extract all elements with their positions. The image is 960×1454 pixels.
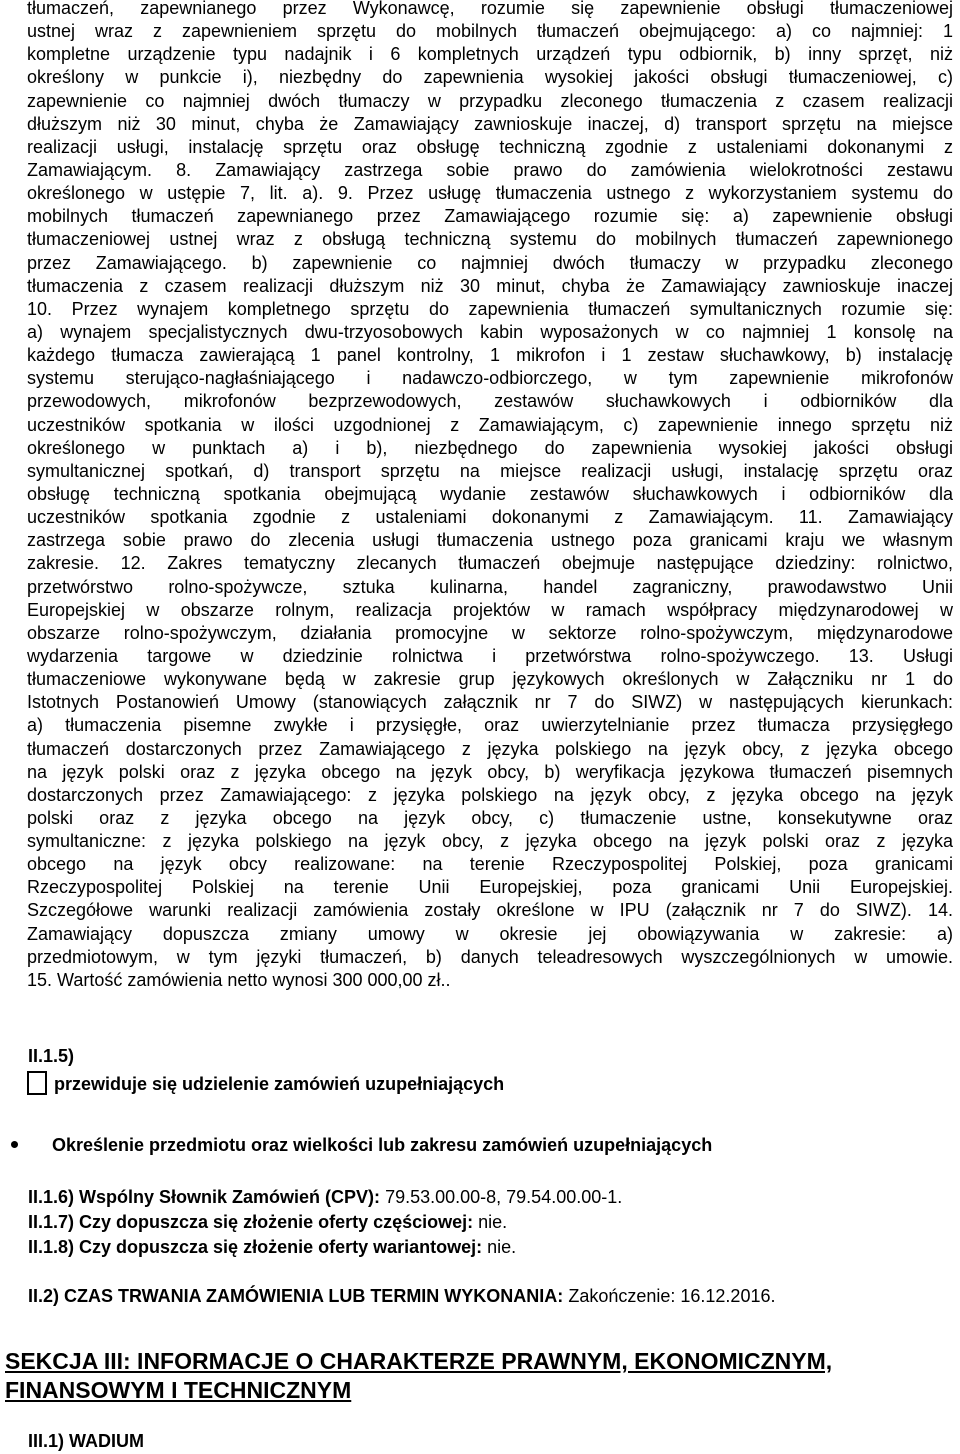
paragraph-line: zakresie. 12. Zakres tematyczny zlecanych tłumaczeń obejmuje następujące dziedziny: rolnictwo,: [27, 553, 953, 574]
paragraph-line: tłumaczeniowej ustnej wraz z obsługą techniczną systemu do mobilnych tłumaczeń zapewnionego: [27, 229, 953, 250]
ii-1-6-label: II.1.6) Wspólny Słownik Zamówień (CPV):: [28, 1187, 381, 1207]
checkbox-supplementary-orders[interactable]: [27, 1071, 47, 1095]
ii-2-label: II.2) CZAS TRWANIA ZAMÓWIENIA LUB TERMIN WYKONANIA:: [28, 1286, 564, 1306]
paragraph-line: określonego w ustępie 7, lit. a). 9. Przez usługę tłumaczenia ustnego z wykorzystaniem systemu do: [27, 183, 953, 204]
paragraph-line: obsługę techniczną spotkania obejmującą wydanie zestawów słuchawkowych i odbiorników dla: [27, 483, 953, 504]
section-3-heading-line-2: FINANSOWYM I TECHNICZNYM: [5, 1377, 352, 1403]
ii-1-7-line: [28, 1211, 507, 1233]
ii-1-8-line: [28, 1236, 516, 1258]
section-3-heading-line-1: SEKCJA III: INFORMACJE O CHARAKTERZE PRAWNYM, EKONOMICZNYM,: [5, 1348, 833, 1374]
heading-ii-1-5: II.1.5): [28, 1046, 75, 1066]
paragraph-line: określony w punkcie i), niezbędny do zapewnienia wysokiej jakości obsługi tłumaczeniowej, c): [27, 67, 953, 88]
checkbox-label: przewiduje się udzielenie zamówień uzupełniających: [54, 1074, 505, 1094]
ii-1-7-label: II.1.7) Czy dopuszcza się złożenie oferty częściowej:: [28, 1212, 474, 1232]
paragraph-line: Europejskiej w obszarze rolnym, realizacja projektów w ramach współpracy międzynarodowej w: [27, 599, 953, 620]
paragraph-line: uczestników spotkania zgodnie z ustaleniami dokonanymi z Zamawiającym. 11. Zamawiający: [27, 507, 953, 528]
paragraph-line: 15. Wartość zamówienia netto wynosi 300 000,00 zł..: [27, 969, 451, 990]
ii-2-value: Zakończenie: 16.12.2016.: [568, 1286, 776, 1306]
paragraph-line: dostarczonych przez Zamawiającego: z języka polskiego na język obcy, z języka obcego na język: [27, 784, 953, 805]
paragraph-line: określonego w punktach a) i b), niezbędnego do zapewnienia wysokiej jakości obsługi: [27, 437, 953, 458]
heading-iii-1-wadium: III.1) WADIUM: [28, 1431, 144, 1451]
paragraph-line: mobilnych tłumaczeń zapewnianego przez Zamawiającego rozumie się: a) zapewnienie obsługi: [27, 206, 953, 227]
paragraph-line: dłuższym niż 30 minut, chyba że Zamawiający zawnioskuje inaczej, d) transport sprzętu na miejsce: [27, 113, 953, 134]
paragraph-line: przedmiotowym, w tym języki tłumaczeń, b) danych teleadresowych wyszczególnionych w umowie.: [27, 946, 953, 967]
paragraph-line: a) tłumaczenia pisemne zwykłe i przysięgłe, oraz uwierzytelnianie przez tłumacza przysięgłego: [27, 715, 953, 736]
paragraph-line: wydarzenia targowe w dziedzinie rolnictwa i przetwórstwa rolno-spożywczego. 13. Usługi: [27, 645, 953, 666]
paragraph-line: symultanicznej spotkań, d) transport sprzętu na miejsce realizacji usługi, instalację sprzętu oraz: [27, 460, 953, 481]
paragraph-line: polski oraz z języka obcego na język obcy, c) tłumaczenie ustne, konsekutywne oraz: [27, 807, 953, 828]
ii-1-8-label: II.1.8) Czy dopuszcza się złożenie oferty wariantowej:: [28, 1237, 483, 1257]
paragraph-line: 10. Przez wynajem kompletnego sprzętu do zapewnienia tłumaczeń symultanicznych rozumie się:: [27, 298, 953, 319]
paragraph-line: Istotnych Postanowień Umowy (stanowiących załącznik nr 7 do SIWZ) w następujących kierunkach:: [27, 692, 953, 713]
paragraph-line: zapewnienie co najmniej dwóch tłumaczy w przypadku zleconego tłumaczenia z czasem realizacji: [27, 90, 953, 111]
main-paragraph: [27, 0, 953, 992]
paragraph-line: Zamawiającym. 8. Zamawiający zastrzega sobie prawo do zamówienia wielokrotności zestawu: [27, 159, 953, 180]
paragraph-line: tłumaczenia z czasem realizacji dłuższym niż 30 minut, chyba że Zamawiający zawnioskuje inaczej: [27, 275, 953, 296]
paragraph-line: obcego na język obcy realizowane: na terenie Rzeczypospolitej Polskiej, poza granicami: [27, 854, 953, 875]
ii-1-8-value: nie.: [487, 1237, 517, 1257]
paragraph-line: przez Zamawiającego. b) zapewnienie co najmniej dwóch tłumaczy w przypadku zleconego: [27, 252, 953, 273]
paragraph-line: Zamawiający dopuszcza zmiany umowy w okresie jej obowiązywania w zakresie: a): [27, 923, 953, 944]
paragraph-line: każdego tłumacza zawierającą 1 panel kontrolny, 1 mikrofon i 1 zestaw słuchawkowy, b) instalację: [27, 345, 953, 366]
paragraph-line: obszarze rolno-spożywczym, działania promocyjne w sektorze rolno-spożywczym, międzynarodowe: [27, 622, 953, 643]
paragraph-line: realizacji usługi, instalację sprzętu oraz obsługę techniczną zgodnie z ustaleniami dokonanymi z: [27, 136, 953, 157]
ii-1-7-value: nie.: [478, 1212, 508, 1232]
ii-1-6-value: 79.53.00.00-8, 79.54.00.00-1.: [385, 1187, 623, 1207]
paragraph-line: tłumaczeń, zapewnianego przez Wykonawcę, rozumie się zapewnienie obsługi tłumaczeniowej: [27, 0, 953, 18]
paragraph-line: systemu sterująco-nagłaśniającego i nadawczo-odbiorczego, w tym zapewnienie mikrofonów: [27, 368, 953, 389]
paragraph-line: kompletne urządzenie typu nadajnik i 6 kompletnych urządzeń typu odbiornik, b) inny sprzęt, niż: [27, 44, 953, 65]
paragraph-line: zastrzega sobie prawo do zlecenia usługi tłumaczenia ustnego poza granicami kraju we własnym: [27, 530, 953, 551]
ii-2-line: [28, 1285, 775, 1307]
paragraph-line: uczestników spotkania w ilości uzgodnionej z Zamawiającym, c) zapewnienie innego sprzętu niż: [27, 414, 953, 435]
ii-1-6-line: [28, 1186, 622, 1208]
bullet-icon: [11, 1141, 18, 1148]
paragraph-line: Szczegółowe warunki realizacji zamówienia zostały określone w IPU (załącznik nr 7 do SIWZ). 14.: [27, 900, 953, 921]
paragraph-line: Rzeczypospolitej Polskiej na terenie Unii Europejskiej, poza granicami Unii Europejskiej.: [27, 877, 953, 898]
paragraph-line: przewodowych, mikrofonów bezprzewodowych, zestawów słuchawkowych i odbiorników dla: [27, 391, 953, 412]
paragraph-line: przetwórstwo rolno-spożywcze, sztuka kulinarna, handel zagraniczny, prawodawstwo Unii: [27, 576, 953, 597]
paragraph-line: symultaniczne: z języka polskiego na język obcy, z języka obcego na język polski oraz z języka: [27, 831, 953, 852]
paragraph-line: na język polski oraz z języka obcego na język obcy, b) weryfikacja językowa tłumaczeń pisemnych: [27, 761, 953, 782]
paragraph-line: tłumaczeń dostarczonych przez Zamawiającego z języka polskiego na język obcy, z języka obcego: [27, 738, 953, 759]
paragraph-line: a) wynajem specjalistycznych dwu-trzyosobowych kabin wyposażonych w co najmniej 1 konsolę na: [27, 321, 953, 342]
paragraph-line: tłumaczeniowe wykonywane będą w zakresie grup językowych określonych w Załączniku nr 1 do: [27, 669, 953, 690]
bullet-text: Określenie przedmiotu oraz wielkości lub zakresu zamówień uzupełniających: [52, 1135, 713, 1155]
paragraph-line: ustnej wraz z zapewnieniem sprzętu do mobilnych tłumaczeń obejmującego: a) co najmniej: 1: [27, 21, 953, 42]
